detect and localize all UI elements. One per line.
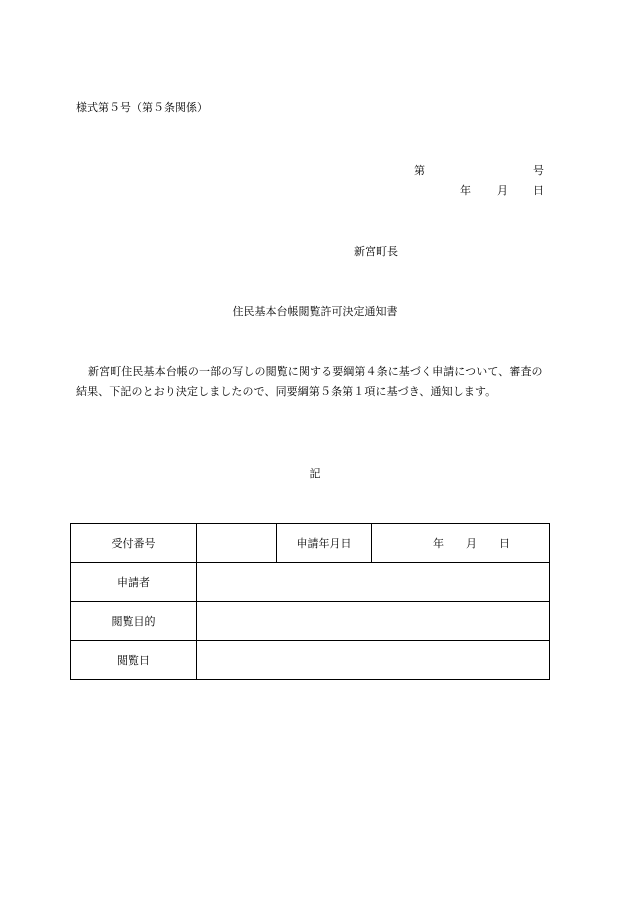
detail-table xyxy=(70,523,550,680)
issue-date-month: 月 xyxy=(497,184,508,197)
body-paragraph: 新宮町住民基本台帳の一部の写しの閲覧に関する要綱第４条に基づく申請について、審査の結果、下記のとおり決定しましたので、同要綱第５条第１項に基づき、通知します。 xyxy=(76,365,543,398)
viewing-date-label: 閲覧日 xyxy=(71,641,197,680)
ki-heading: 記 xyxy=(309,467,321,480)
viewing-purpose-label: 閲覧目的 xyxy=(71,602,197,641)
table-row-view-date xyxy=(71,641,550,680)
issue-date-year: 年 xyxy=(460,184,471,197)
application-date-month: 月 xyxy=(466,537,477,550)
receipt-number-label: 受付番号 xyxy=(71,524,197,563)
table-row-applicant xyxy=(71,563,550,602)
application-date-day: 日 xyxy=(499,537,510,550)
form-number: 様式第５号（第５条関係） xyxy=(76,101,208,114)
applicant-field[interactable] xyxy=(197,563,550,602)
applicant-label: 申請者 xyxy=(71,563,197,602)
viewing-purpose-field[interactable] xyxy=(197,602,550,641)
document-title: 住民基本台帳閲覧許可決定通知書 xyxy=(232,305,398,318)
application-date-label: 申請年月日 xyxy=(277,524,372,563)
table-row-purpose xyxy=(71,602,550,641)
document-number-suffix: 号 xyxy=(533,164,544,177)
table-row-receipt xyxy=(71,524,550,563)
sender-name: 新宮町長 xyxy=(354,245,398,258)
receipt-number-field[interactable] xyxy=(197,524,277,563)
application-date-year: 年 xyxy=(433,537,444,550)
issue-date-day: 日 xyxy=(533,184,544,197)
application-date-field[interactable] xyxy=(372,524,550,563)
viewing-date-field[interactable] xyxy=(197,641,550,680)
document-number-prefix: 第 xyxy=(414,164,425,177)
